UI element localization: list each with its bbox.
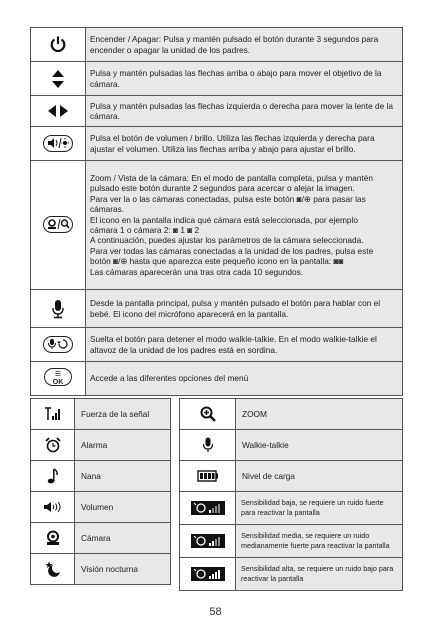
up-down-arrows-icon (31, 62, 86, 96)
table-row (180, 399, 403, 430)
legend-label: Volumen (75, 492, 171, 523)
legend-label: Visión nocturna (75, 554, 171, 585)
table-row (180, 558, 403, 591)
table-row (31, 290, 403, 328)
zoom-line: Zoom / Vista de la cámara: En el modo de pantalla completa, pulsa y mantén (90, 172, 374, 183)
camera-icon (31, 523, 75, 554)
table-row (31, 492, 171, 523)
table-row (31, 28, 403, 62)
microphone-icon (31, 290, 86, 328)
legend-label: Sensibilidad alta, se requiere un ruido bajo para reactivar la pantalla (236, 558, 403, 591)
legend-label: Walkie-talkie (236, 430, 403, 461)
zoom-line: cámara 1 o cámara 2: ◙ 1 ◙ 2 (90, 225, 200, 235)
icon-legend-right (179, 398, 403, 591)
table-row (31, 127, 403, 161)
table-row (31, 62, 403, 96)
alarm-icon (31, 430, 75, 461)
legend-label: Sensibilidad media, se requiere un ruido medianamente fuerte para reactivar la pantalla (236, 525, 403, 558)
zoom-icon (180, 399, 236, 430)
table-row (31, 161, 403, 290)
music-note-icon (31, 461, 75, 492)
zoom-line: cámaras. (90, 204, 125, 215)
legend-label: Fuerza de la señal (75, 399, 171, 430)
ok-label: OK (52, 379, 64, 386)
table-row (31, 362, 403, 396)
zoom-line: A continuación, puedes ajustar los parámetros de la cámara seleccionada. (90, 235, 364, 246)
row-text: Encender / Apagar: Pulsa y mantén pulsado el botón durante 3 segundos para encender o apagar la unidad de los padres. (86, 28, 403, 62)
row-text: Pulsa y mantén pulsadas las flechas arriba o abajo para mover el objetivo de la cámara. (86, 62, 403, 96)
legend-label: ZOOM (236, 399, 403, 430)
page-number: 58 (209, 606, 222, 618)
volume-icon (31, 492, 75, 523)
legend-label: Nana (75, 461, 171, 492)
night-vision-icon (31, 554, 75, 585)
table-row (180, 461, 403, 492)
zoom-line: botón ◙/⊕ hasta que aparezca este pequeño icono en la pantalla: ◙◙ (90, 256, 344, 267)
table-row (31, 523, 171, 554)
menu-ok-button-icon (31, 362, 86, 396)
row-text: Suelta el botón para detener el modo walkie-talkie. En el modo walkie-talkie el altavoz de la unidad de los padres está en sordina. (86, 328, 403, 362)
power-icon (31, 28, 86, 62)
signal-strength-icon (31, 399, 75, 430)
volume-brightness-button-icon (31, 127, 86, 161)
table-row (31, 399, 171, 430)
controls-table (30, 27, 403, 396)
walkie-talkie-icon (180, 430, 236, 461)
legend-label: Sensibilidad baja, se requiere un ruido fuerte para reactivar la pantalla (236, 492, 403, 525)
table-row (180, 525, 403, 558)
camera-zoom-button-icon (31, 161, 86, 290)
sensitivity-medium-icon (180, 525, 236, 558)
table-row (31, 96, 403, 127)
row-text: Pulsa el botón de volumen / brillo. Utiliza las flechas izquierda y derecha para ajustar el volumen. Utiliza las flechas arriba y abajo para ajustar el brillo. (86, 127, 403, 161)
walkie-talkie-button-icon (31, 328, 86, 362)
table-row (180, 430, 403, 461)
icon-legend-left (30, 398, 171, 585)
legend-label: Cámara (75, 523, 171, 554)
sensitivity-high-icon (180, 558, 236, 591)
zoom-line: Para ver la o las cámaras conectadas, pulsa este botón ◙/⊕ para pasar las (90, 193, 366, 204)
table-row (31, 328, 403, 362)
zoom-line: El icono en la pantalla indica qué cámara está seleccionada, por ejemplo (90, 214, 358, 225)
legend-label: Nivel de carga (236, 461, 403, 492)
zoom-line: pulsado este botón durante 2 segundos para acercar o alejar la imagen. (90, 183, 355, 194)
table-row (31, 461, 171, 492)
table-row (31, 554, 171, 585)
row-text: Desde la pantalla principal, pulsa y mantén pulsado el botón para hablar con el bebé. El icono del micrófono aparecerá en la pantalla. (86, 290, 403, 328)
battery-icon (180, 461, 236, 492)
row-text: Accede a las diferentes opciones del menú (86, 362, 403, 396)
sensitivity-low-icon (180, 492, 236, 525)
menu-lines-icon: ☰ (54, 370, 62, 378)
table-row (180, 492, 403, 525)
zoom-line: Las cámaras aparecerán una tras otra cada 10 segundos. (90, 266, 304, 277)
row-text: Pulsa y mantén pulsadas las flechas izquierda o derecha para mover la lente de la cámara. (86, 96, 403, 127)
table-row (31, 430, 171, 461)
left-right-arrows-icon (31, 96, 86, 127)
zoom-line: Para ver todas las cámaras conectadas a la unidad de los padres, pulsa este (90, 245, 374, 256)
zoom-view-text (86, 161, 403, 290)
legend-label: Alarma (75, 430, 171, 461)
